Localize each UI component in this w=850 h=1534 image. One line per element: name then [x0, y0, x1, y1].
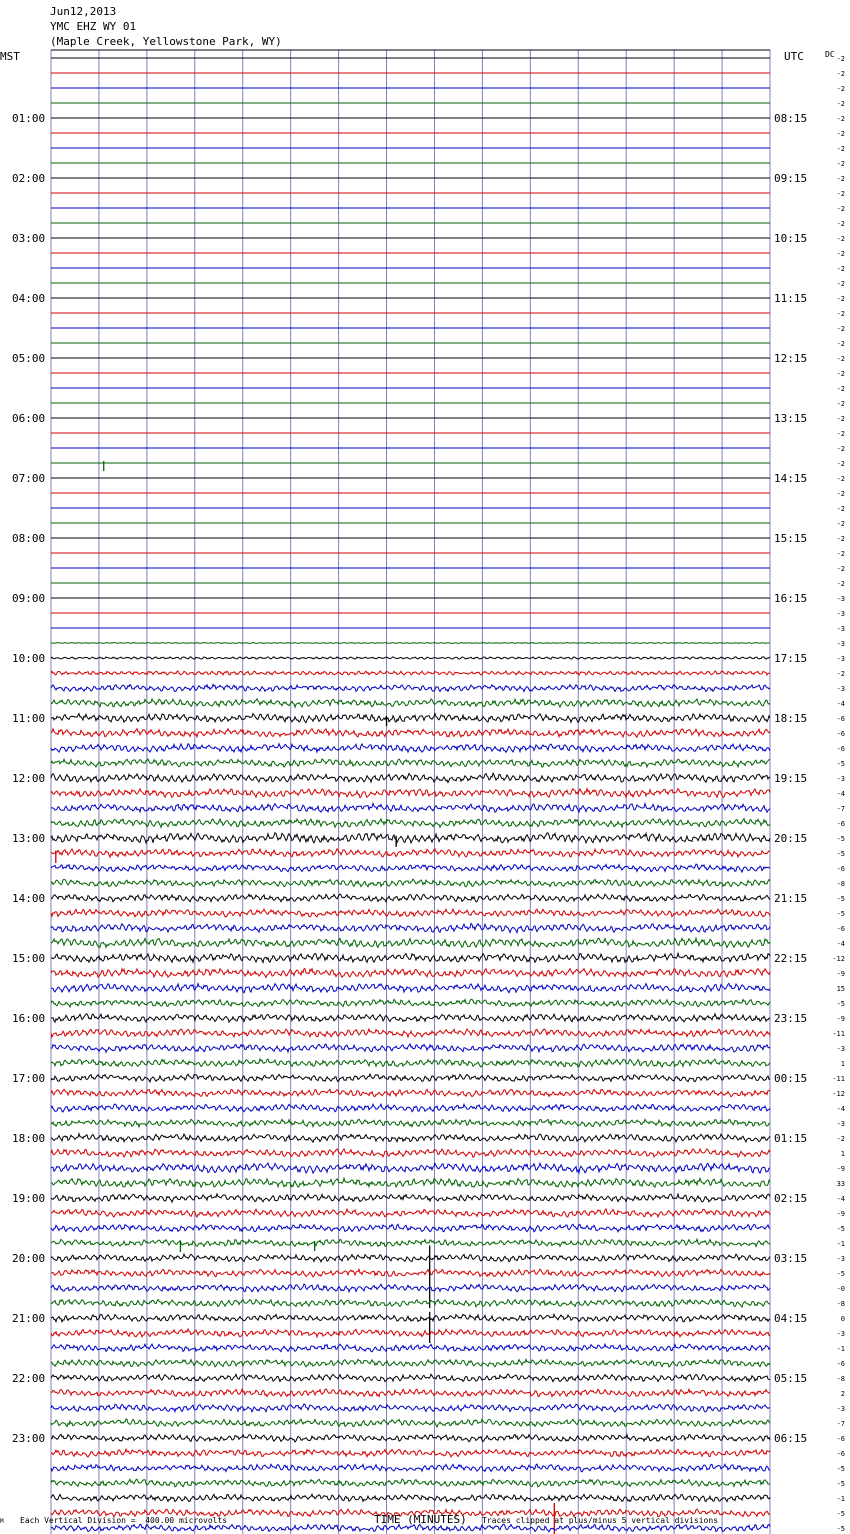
right-hour-label: 20:15	[774, 832, 808, 845]
dc-offset-value: -2	[836, 670, 845, 678]
dc-offset-value: -2	[836, 190, 845, 198]
seismic-trace	[51, 1284, 770, 1292]
seismic-trace	[51, 1134, 770, 1142]
dc-offset-value: -2	[836, 355, 845, 363]
seismic-trace	[51, 969, 770, 978]
seismic-trace	[51, 1494, 770, 1501]
dc-offset-value: -2	[836, 385, 845, 393]
left-hour-label: 01:00	[12, 112, 46, 125]
right-hour-label: 21:15	[774, 892, 808, 905]
dc-offset-value: -2	[836, 280, 845, 288]
dc-offset-value: -5	[836, 1000, 845, 1008]
right-hour-label: 09:15	[774, 172, 808, 185]
left-hour-label: 04:00	[12, 292, 46, 305]
seismic-trace	[51, 1479, 770, 1487]
seismic-trace	[51, 833, 770, 843]
dc-offset-value: -4	[836, 1105, 845, 1113]
dc-offset-value: -3	[836, 655, 845, 663]
dc-offset-value: -6	[836, 715, 845, 723]
seismic-trace	[51, 1209, 770, 1217]
dc-offset-value: 2	[840, 1390, 845, 1398]
left-hour-label: 18:00	[12, 1132, 46, 1145]
dc-offset-value: -5	[836, 835, 845, 843]
dc-offset-value: -2	[836, 265, 845, 273]
dc-offset-value: -1	[836, 1345, 845, 1353]
right-hour-label: 13:15	[774, 412, 808, 425]
seismic-trace	[51, 1074, 770, 1082]
seismic-trace	[51, 953, 770, 962]
dc-offset-value: -9	[836, 1165, 845, 1173]
left-hour-label: 08:00	[12, 532, 46, 545]
x-axis-label: TIME (MINUTES)	[374, 1513, 467, 1526]
dc-offset-value: -3	[836, 640, 845, 648]
seismic-trace	[51, 744, 770, 753]
seismic-trace	[51, 1389, 770, 1397]
dc-offset-value: -3	[836, 685, 845, 693]
right-hour-label: 22:15	[774, 952, 808, 965]
clip-note: Traces clipped at plus/minus 5 vertical divisions	[482, 1516, 719, 1525]
seismic-trace	[51, 1254, 770, 1262]
seismic-trace	[51, 1224, 770, 1232]
dc-offset-value: -2	[836, 295, 845, 303]
dc-offset-value: -2	[836, 505, 845, 513]
dc-offset-value: 1	[840, 1060, 845, 1068]
chart-date: Jun12,2013	[50, 5, 117, 18]
dc-offset-value: -3	[836, 595, 845, 603]
right-hour-label: 04:15	[774, 1312, 808, 1325]
left-hour-label: 12:00	[12, 772, 46, 785]
dc-offset-value: -5	[836, 1480, 845, 1488]
dc-offset-value: -2	[836, 445, 845, 453]
dc-offset-value: 15	[836, 985, 845, 993]
seismic-trace	[51, 684, 770, 691]
dc-offset-value: -2	[836, 85, 845, 93]
dc-offset-value: -12	[832, 955, 845, 963]
dc-offset-value: -2	[836, 130, 845, 138]
left-hour-label: 21:00	[12, 1312, 46, 1325]
seismic-trace	[51, 1059, 770, 1067]
dc-offset-value: -6	[836, 1360, 845, 1368]
dc-offset-value: -4	[836, 790, 845, 798]
seismic-trace	[51, 1239, 770, 1246]
dc-offset-value: -2	[836, 550, 845, 558]
dc-offset-value: -2	[836, 430, 845, 438]
seismic-trace	[51, 1449, 770, 1457]
dc-offset-value: -5	[836, 1465, 845, 1473]
right-hour-label: 18:15	[774, 712, 808, 725]
dc-offset-value: -2	[836, 235, 845, 243]
left-hour-label: 06:00	[12, 412, 46, 425]
seismic-trace	[51, 1434, 770, 1442]
seismic-trace	[51, 924, 770, 933]
dc-offset-value: -8	[836, 1300, 845, 1308]
seismic-trace	[51, 1359, 770, 1367]
dc-offset-value: -2	[836, 115, 845, 123]
right-timezone-label: UTC	[784, 50, 804, 63]
left-hour-label: 23:00	[12, 1432, 46, 1445]
dc-offset-header: DC	[825, 50, 835, 59]
dc-offset-value: -11	[832, 1030, 845, 1038]
seismic-trace	[51, 671, 770, 675]
dc-offset-value: -9	[836, 970, 845, 978]
right-hour-label: 05:15	[774, 1372, 808, 1385]
right-hour-label: 02:15	[774, 1192, 808, 1205]
dc-offset-value: -6	[836, 1450, 845, 1458]
dc-offset-value: -2	[836, 250, 845, 258]
dc-offset-value: -2	[836, 100, 845, 108]
seismic-trace	[51, 1044, 770, 1052]
seismic-trace	[51, 819, 770, 828]
seismic-trace	[51, 1269, 770, 1277]
dc-offset-value: -5	[836, 1525, 845, 1533]
dc-offset-value: -9	[836, 1210, 845, 1218]
right-hour-label: 11:15	[774, 292, 808, 305]
seismic-trace	[51, 879, 770, 887]
dc-offset-value: -3	[836, 1045, 845, 1053]
dc-offset-value: -4	[836, 700, 845, 708]
dc-offset-value: -5	[836, 1510, 845, 1518]
dc-offset-value: -5	[836, 850, 845, 858]
dc-offset-value: -2	[836, 520, 845, 528]
seismic-trace	[51, 1194, 770, 1202]
dc-offset-value: -2	[836, 580, 845, 588]
left-hour-label: 10:00	[12, 652, 46, 665]
dc-offset-value: -9	[836, 1015, 845, 1023]
seismic-trace	[51, 714, 770, 723]
dc-offset-value: -11	[832, 1075, 845, 1083]
dc-offset-value: -2	[836, 340, 845, 348]
dc-offset-value: -2	[836, 535, 845, 543]
left-hour-label: 09:00	[12, 592, 46, 605]
dc-offset-value: 0	[840, 1315, 845, 1323]
right-hour-label: 15:15	[774, 532, 808, 545]
left-hour-label: 13:00	[12, 832, 46, 845]
seismic-trace	[51, 894, 770, 902]
right-hour-label: 00:15	[774, 1072, 808, 1085]
dc-offset-value: 1	[840, 1150, 845, 1158]
dc-offset-value: -2	[836, 370, 845, 378]
dc-offset-value: -3	[836, 1405, 845, 1413]
dc-offset-value: -5	[836, 1270, 845, 1278]
seismic-trace	[51, 789, 770, 798]
dc-offset-value: -8	[836, 880, 845, 888]
dc-offset-value: -6	[836, 820, 845, 828]
dc-offset-value: -8	[836, 1375, 845, 1383]
seismic-trace	[51, 983, 770, 992]
right-hour-label: 19:15	[774, 772, 808, 785]
dc-offset-value: -3	[836, 1330, 845, 1338]
left-hour-label: 05:00	[12, 352, 46, 365]
dc-offset-value: -3	[836, 775, 845, 783]
station-id: YMC EHZ WY 01	[50, 20, 137, 33]
seismic-trace	[51, 1163, 770, 1173]
dc-offset-value: -7	[836, 1420, 845, 1428]
dc-offset-value: -12	[832, 1090, 845, 1098]
dc-offset-value: -2	[836, 325, 845, 333]
seismic-trace	[51, 938, 770, 948]
seismic-trace	[51, 657, 770, 659]
left-hour-label: 03:00	[12, 232, 46, 245]
dc-offset-value: -6	[836, 925, 845, 933]
dc-offset-value: -1	[836, 1240, 845, 1248]
seismic-trace	[51, 1329, 770, 1337]
dc-offset-value: -2	[836, 205, 845, 213]
seismic-trace	[51, 699, 770, 707]
dc-offset-value: -6	[836, 1435, 845, 1443]
dc-offset-value: -2	[836, 565, 845, 573]
dc-offset-value: -2	[836, 475, 845, 483]
seismic-trace	[51, 1178, 770, 1187]
dc-offset-value: -2	[836, 310, 845, 318]
left-hour-label: 07:00	[12, 472, 46, 485]
dc-offset-value: -1	[836, 1495, 845, 1503]
dc-offset-value: -5	[836, 1225, 845, 1233]
corner-mark: M	[0, 1518, 4, 1525]
dc-offset-value: -4	[836, 1195, 845, 1203]
seismic-trace	[51, 1014, 770, 1022]
seismic-trace	[51, 909, 770, 917]
left-hour-label: 20:00	[12, 1252, 46, 1265]
seismic-trace	[51, 1344, 770, 1352]
dc-offset-value: -2	[836, 490, 845, 498]
dc-offset-value: -2	[836, 400, 845, 408]
seismic-trace	[51, 1300, 770, 1308]
right-hour-label: 17:15	[774, 652, 808, 665]
right-hour-label: 14:15	[774, 472, 808, 485]
dc-offset-value: -2	[836, 1135, 845, 1143]
seismic-trace	[51, 729, 770, 738]
dc-offset-value: -2	[836, 175, 845, 183]
dc-offset-value: -3	[836, 610, 845, 618]
seismic-trace	[51, 759, 770, 767]
seismic-trace	[51, 1404, 770, 1412]
seismic-trace	[51, 1374, 770, 1382]
left-hour-label: 19:00	[12, 1192, 46, 1205]
seismic-trace	[51, 643, 770, 644]
left-hour-label: 22:00	[12, 1372, 46, 1385]
right-hour-label: 06:15	[774, 1432, 808, 1445]
dc-offset-value: 33	[836, 1180, 845, 1188]
dc-offset-value: -4	[836, 940, 845, 948]
dc-offset-value: -6	[836, 745, 845, 753]
dc-offset-value: -2	[836, 55, 845, 63]
right-hour-label: 08:15	[774, 112, 808, 125]
dc-offset-value: -5	[836, 760, 845, 768]
station-location: (Maple Creek, Yellowstone Park, WY)	[50, 35, 282, 48]
left-hour-label: 11:00	[12, 712, 46, 725]
seismic-trace	[51, 1089, 770, 1096]
dc-offset-value: -3	[836, 1120, 845, 1128]
dc-offset-value: -2	[836, 415, 845, 423]
seismic-trace	[51, 864, 770, 872]
dc-offset-value: -0	[836, 1285, 845, 1293]
dc-offset-value: -2	[836, 460, 845, 468]
seismic-trace	[51, 1464, 770, 1472]
seismic-trace	[51, 999, 770, 1007]
dc-offset-value: -5	[836, 895, 845, 903]
right-hour-label: 16:15	[774, 592, 808, 605]
seismic-trace	[51, 1149, 770, 1157]
left-timezone-label: MST	[0, 50, 20, 63]
dc-offset-value: -3	[836, 625, 845, 633]
left-hour-label: 15:00	[12, 952, 46, 965]
left-hour-label: 14:00	[12, 892, 46, 905]
seismic-trace	[51, 804, 770, 813]
seismic-trace	[51, 1314, 770, 1322]
seismic-trace	[51, 1104, 770, 1112]
seismic-trace	[51, 1419, 770, 1427]
dc-offset-value: -6	[836, 865, 845, 873]
right-hour-label: 01:15	[774, 1132, 808, 1145]
seismic-trace	[51, 773, 770, 782]
dc-offset-value: -3	[836, 1255, 845, 1263]
right-hour-label: 03:15	[774, 1252, 808, 1265]
dc-offset-value: -7	[836, 805, 845, 813]
dc-offset-value: -6	[836, 730, 845, 738]
dc-offset-value: -2	[836, 70, 845, 78]
dc-offset-value: -2	[836, 145, 845, 153]
right-hour-label: 23:15	[774, 1012, 808, 1025]
dc-offset-value: -5	[836, 910, 845, 918]
right-hour-label: 12:15	[774, 352, 808, 365]
left-hour-label: 17:00	[12, 1072, 46, 1085]
scale-note: Each Vertical Division = 400.00 microvolts	[20, 1516, 228, 1525]
dc-offset-value: -2	[836, 160, 845, 168]
left-hour-label: 02:00	[12, 172, 46, 185]
right-hour-label: 10:15	[774, 232, 808, 245]
seismic-trace	[51, 1119, 770, 1127]
dc-offset-value: -2	[836, 220, 845, 228]
seismic-trace	[51, 849, 770, 857]
left-hour-label: 16:00	[12, 1012, 46, 1025]
seismic-trace	[51, 1029, 770, 1037]
